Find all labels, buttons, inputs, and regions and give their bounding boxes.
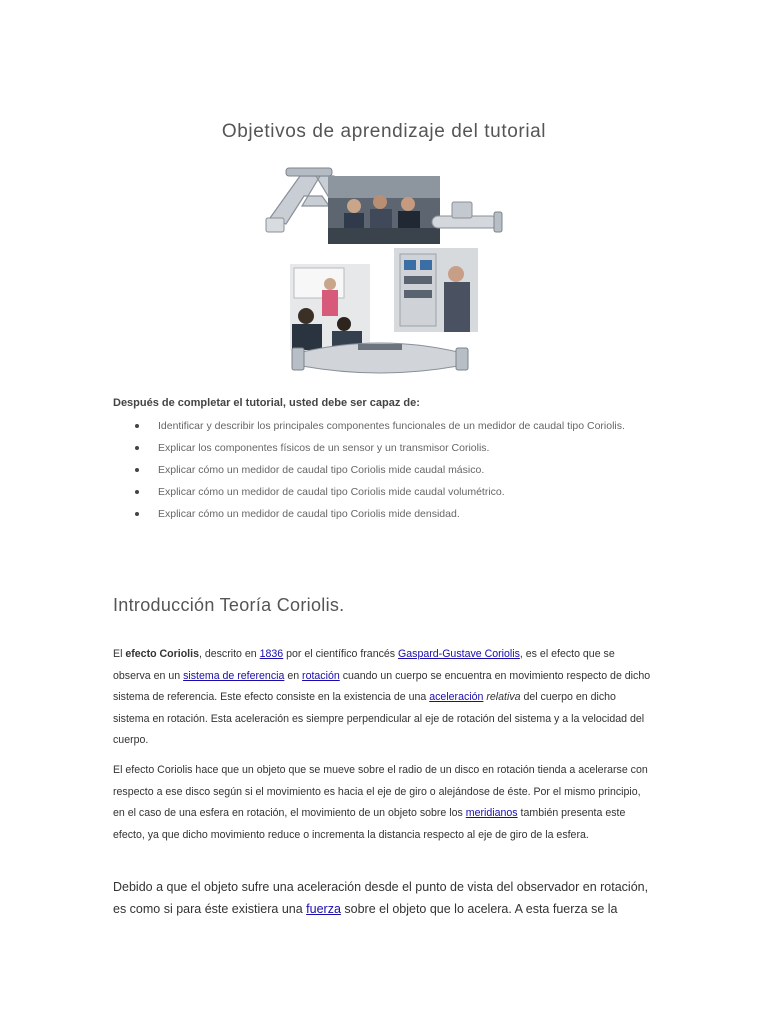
bullet-icon	[135, 512, 139, 516]
link-gaspard-gustave-coriolis[interactable]: Gaspard-Gustave Coriolis	[398, 648, 520, 660]
objectives-list	[113, 416, 633, 526]
list-item	[113, 504, 633, 524]
list-item-text: Explicar cómo un medidor de caudal tipo Coriolis mide caudal volumétrico.	[158, 486, 505, 498]
list-item-text: Explicar los componentes físicos de un sensor y un transmisor Coriolis.	[158, 442, 490, 454]
link-fuerza[interactable]: fuerza	[306, 902, 341, 916]
straight-meter-image	[432, 202, 502, 232]
list-item-text: Explicar cómo un medidor de caudal tipo Coriolis mide densidad.	[158, 508, 460, 520]
coriolis-paragraph-3	[113, 876, 653, 920]
text-run: El	[113, 648, 126, 660]
objectives-lead: Después de completar el tutorial, usted debe ser capaz de:	[113, 397, 420, 409]
italic-term: relativa	[486, 691, 521, 704]
link-meridianos[interactable]: meridianos	[465, 807, 518, 820]
list-item	[113, 482, 633, 502]
list-item	[113, 438, 633, 458]
bullet-icon	[135, 490, 139, 494]
coriolis-meter-collage	[262, 166, 506, 382]
text-run: en	[284, 669, 303, 682]
bold-term: efecto Coriolis	[125, 648, 199, 660]
list-item-text: Identificar y describir los principales componentes funcionales de un medidor de caudal tipo Coriolis.	[158, 420, 625, 432]
coriolis-paragraph-2	[113, 760, 653, 846]
intro-heading: Introducción Teoría Coriolis.	[113, 595, 345, 615]
text-run: , descrito en	[198, 648, 260, 660]
text-run: por el científico francés	[283, 648, 399, 660]
text-run: sobre el objeto que lo acelera. A esta fuerza se la	[340, 902, 618, 916]
text-run: , es el efecto que se observa en un	[113, 648, 615, 682]
control-panel-photo	[394, 248, 478, 332]
list-item-text: Explicar cómo un medidor de caudal tipo Coriolis mide caudal másico.	[158, 464, 485, 476]
text-run: del cuerpo en dicho sistema en rotación. Esta aceleración es siempre perpendicular al eje de rotación del sistema y a la velocidad del cuerpo.	[113, 691, 645, 747]
text-run: cuando un cuerpo se encuentra en movimiento respecto de dicho sistema de referencia. Este efecto consiste en la existencia de una	[113, 669, 651, 704]
link-1836[interactable]: 1836	[259, 648, 284, 660]
classroom-photo	[328, 176, 440, 244]
link-sistema-de-referencia[interactable]: sistema de referencia	[183, 669, 285, 682]
link-rotacion[interactable]: rotación	[302, 669, 340, 682]
page-title: Objetivos de aprendizaje del tutorial	[221, 121, 547, 142]
coriolis-paragraph-1	[113, 644, 653, 752]
text-run: también presenta este efecto, ya que dicho movimiento reduce o incrementa la distancia respecto al eje de giro de la esfera.	[113, 807, 626, 841]
link-aceleracion[interactable]: aceleración	[429, 691, 484, 704]
bullet-icon	[135, 468, 139, 472]
list-item	[113, 460, 633, 480]
bullet-icon	[135, 424, 139, 428]
text-run: Debido a que el objeto sufre una aceleración desde el punto de vista del observador en rotación, es como si para éste existiera una	[113, 880, 649, 916]
text-run: El efecto Coriolis hace que un objeto que se mueve sobre el radio de un disco en rotación tienda a acelerarse con respecto a ese disco según si el movimiento es hacia el eje de giro o alejándose de éste. Por el mismo principio, en el caso de una esfera en rotación, el movimiento de un objeto sobre los	[113, 764, 648, 820]
list-item	[113, 416, 633, 436]
bullet-icon	[135, 446, 139, 450]
whiteboard-photo	[290, 264, 370, 350]
